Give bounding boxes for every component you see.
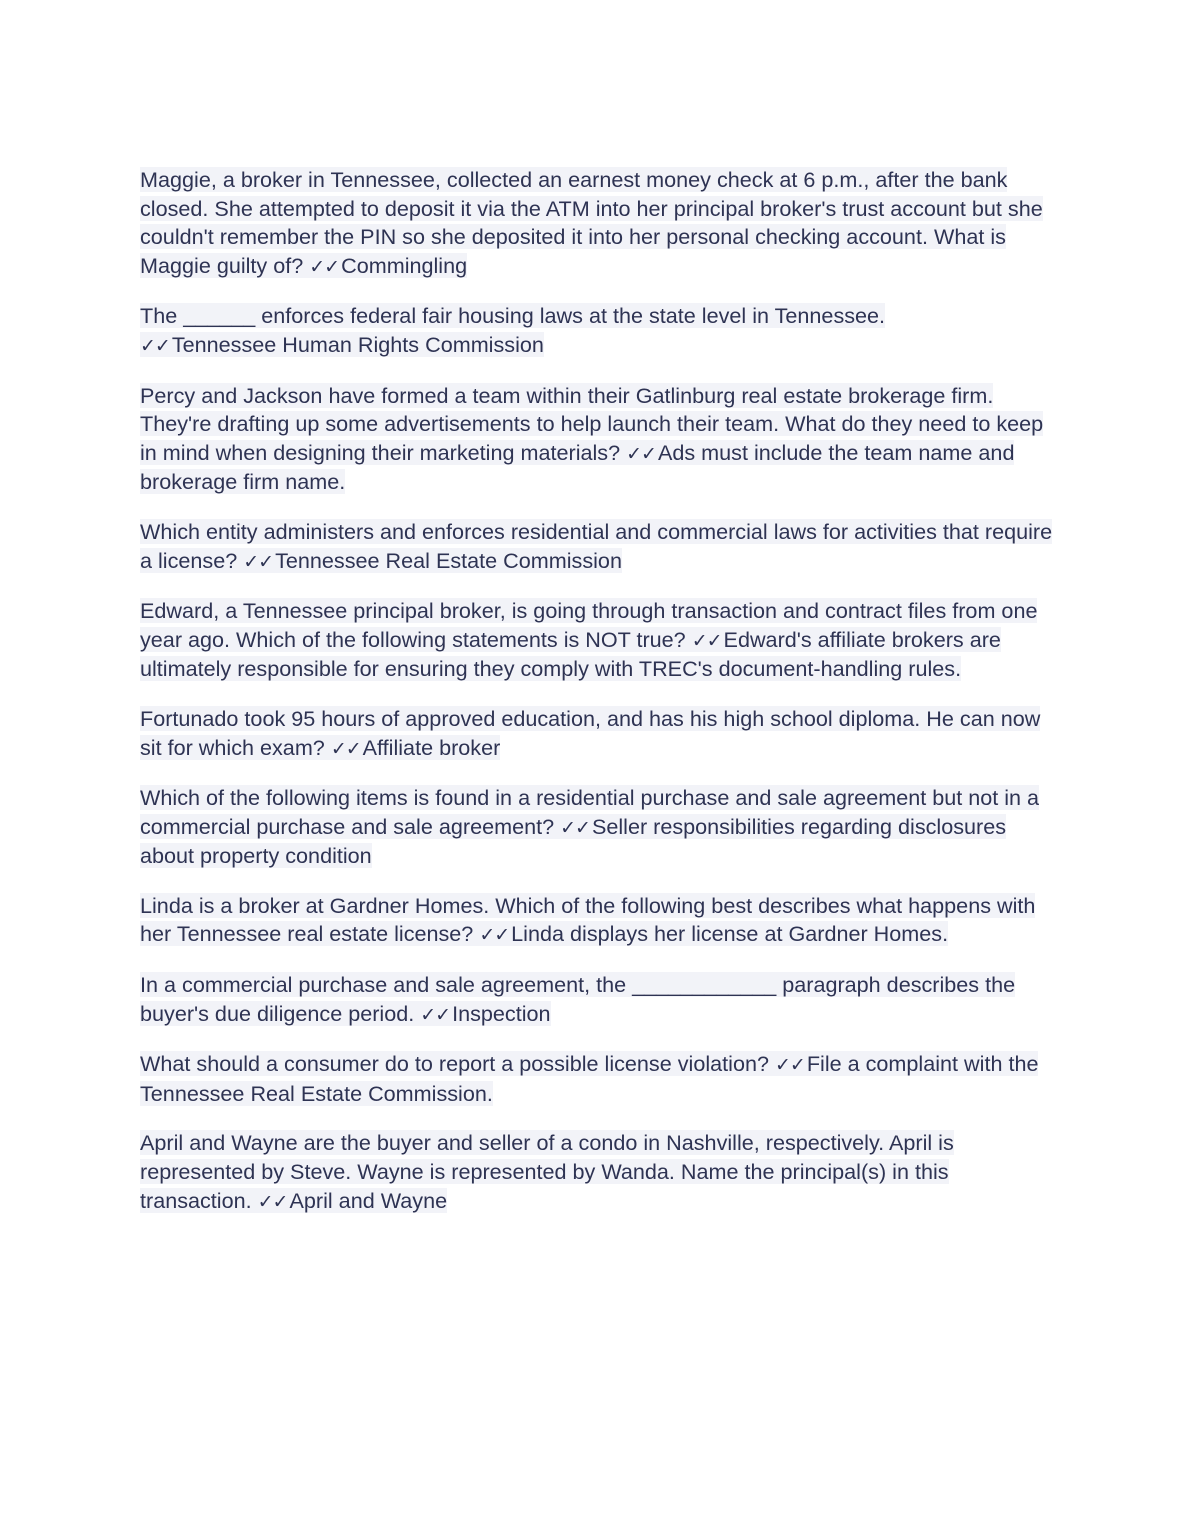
double-check-icon: ✓✓ — [330, 737, 361, 760]
qa-item — [140, 784, 1055, 871]
answer-text: April and Wayne — [289, 1187, 448, 1213]
double-check-icon: ✓✓ — [691, 629, 722, 652]
qa-item — [140, 302, 1055, 360]
double-check-icon: ✓✓ — [257, 1190, 288, 1213]
double-check-icon: ✓✓ — [479, 924, 510, 947]
question-text: Maggie, a broker in Tennessee, collected an earnest money check at 6 p.m., after the bank closed. She attempted to deposit it via the ATM into her principal broker's trust account but she couldn't remember the PIN so she deposited it into her personal checking account. What is Maggie guilty of? — [140, 167, 1043, 278]
answer-text: Linda displays her license at Gardner Homes. — [511, 921, 949, 947]
qa-item — [140, 705, 1055, 763]
double-check-icon: ✓✓ — [626, 442, 656, 465]
double-check-icon: ✓✓ — [243, 550, 274, 573]
question-text: The ______ enforces federal fair housing laws at the state level in Tennessee. — [140, 303, 886, 329]
question-text: What should a consumer do to report a possible license violation? — [140, 1051, 769, 1077]
qa-item — [140, 971, 1055, 1029]
double-check-icon: ✓✓ — [774, 1054, 805, 1077]
answer-text: Commingling — [341, 252, 468, 278]
answer-text: Edward's affiliate brokers are ultimately responsible for ensuring they comply with TREC's document-handling rules. — [140, 626, 1001, 682]
double-check-icon: ✓✓ — [560, 816, 590, 839]
qa-item — [140, 1050, 1055, 1108]
answer-text: Inspection — [452, 1000, 551, 1026]
answer-text: Tennessee Real Estate Commission — [275, 547, 622, 573]
qa-item — [140, 166, 1055, 281]
double-check-icon: ✓✓ — [420, 1003, 451, 1026]
question-text: Fortunado took 95 hours of approved education, and has his high school diploma. He can now sit for which exam? — [140, 705, 1041, 760]
qa-item — [140, 892, 1055, 950]
question-text: Linda is a broker at Gardner Homes. Which of the following best describes what happens with her Tennessee real estate license? — [140, 892, 1036, 947]
double-check-icon: ✓✓ — [309, 255, 340, 278]
qa-item — [140, 597, 1055, 684]
answer-text: File a complaint with the Tennessee Real Estate Commission. — [140, 1051, 1039, 1106]
qa-item — [140, 518, 1055, 576]
answer-text: Affiliate broker — [362, 734, 501, 760]
question-text: In a commercial purchase and sale agreement, the ____________ paragraph describes the buyer's due diligence period. — [140, 972, 1016, 1026]
answer-text: Ads must include the team name and brokerage firm name. — [140, 439, 1015, 495]
question-text: April and Wayne are the buyer and seller of a condo in Nashville, respectively. April is represented by Steve. Wayne is represented by Wanda. Name the principal(s) in this transaction. — [140, 1130, 954, 1213]
double-check-icon: ✓✓ — [140, 334, 170, 357]
document-page — [140, 166, 1055, 1237]
question-text: Edward, a Tennessee principal broker, is going through transaction and contract files from one year ago. Which of the following statements is NOT true? — [140, 598, 1038, 652]
qa-item — [140, 382, 1055, 497]
question-text: Which entity administers and enforces residential and commercial laws for activities that require a license? — [140, 518, 1053, 573]
qa-item — [140, 1129, 1055, 1216]
question-text: Which of the following items is found in a residential purchase and sale agreement but not in a commercial purchase and sale agreement? — [140, 785, 1040, 839]
answer-text: Seller responsibilities regarding disclosures about property condition — [140, 813, 1007, 869]
answer-text: Tennessee Human Rights Commission — [171, 331, 544, 357]
question-text: Percy and Jackson have formed a team within their Gatlinburg real estate brokerage firm. They're drafting up some advertisements to help launch their team. What do they need to keep in mind when designing their marketing materials? — [140, 382, 1044, 465]
